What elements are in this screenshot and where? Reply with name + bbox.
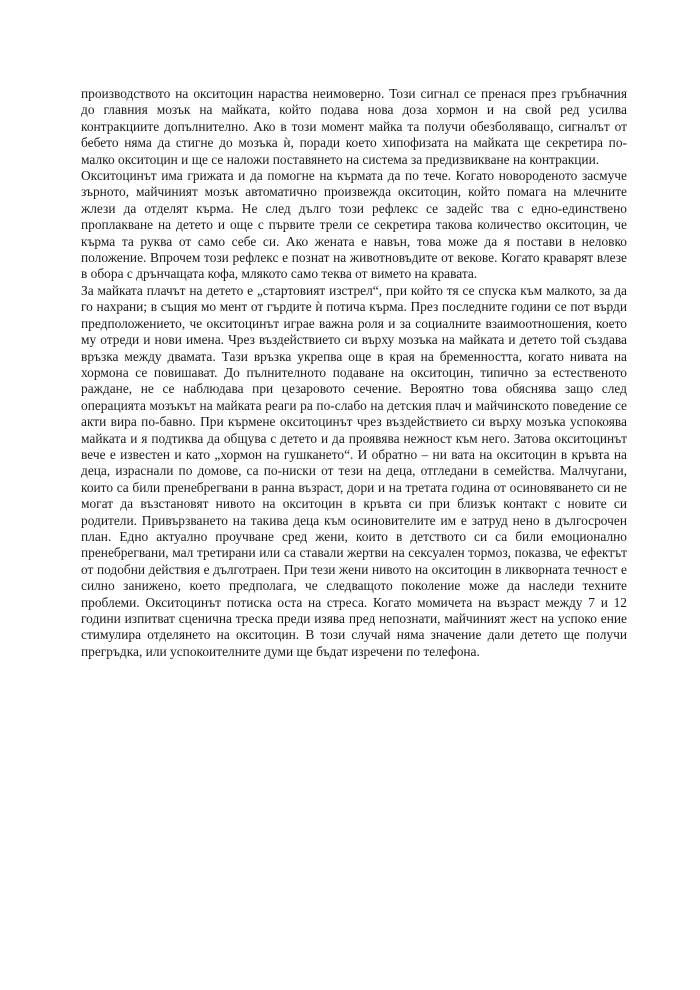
paragraph-1: производството на окситоцин нараства неимоверно. Този сигнал се пренася през гръбначния до главния мозък на майката, който подава нова доза хормон и на свой ред усилва контракциите допълнително. Ако в този момент майка та получи обезболяващо, сигналът от бебето няма да стигне до мозъка ѝ, поради което хипофизата на майката ще секретира по-малко окситоцин и ще се наложи поставянето на система за предизвикване на контракции.: [81, 86, 627, 167]
body-text: [81, 86, 627, 660]
paragraph-2: Окситоцинът има грижата и да помогне на кърмата да по тече. Когато новороденото засмуче зърното, майчиният мозък автоматично произвежда окситоцин, който помага на млечните жлези да отделят кърма. Не след дълго този рефлекс се задейс тва с едно-единствено проплакване на детето и още с първите трели се секретира такова количество окситоцин, че кърма та руква от само себе си. Ако жената е навън, това може да я постави в неловко положение. Впрочем този рефлекс е познат на животновъдите от векове. Когато краварят влезе в обора с дрънчащата кофа, млякото само теква от вимето на кравата.: [81, 168, 627, 282]
paragraph-3: За майката плачът на детето е „стартовият изстрел“, при който тя се спуска към малкото, за да го нахрани; в същия мо мент от гърдите ѝ потича кърма. През последните години се пот върди предположението, че окситоцинът играе важна роля и за социалните взаимоотношения, което му отреди и нови имена. Чрез въздействието си върху мозъка на майката и детето той създава връзка между двамата. Тази връзка укрепва още в края на бременността, когато нивата на хормона се повишават. До пълнителното подаване на окситоцин, типично за естественото раждане, не се наблюдава при цезаровото сечение. Вероятно това обяснява защо след операцията мозъкът на майката реаги ра по-слабо на детския плач и майчинското поведение се акти вира по-бавно. При кърмене окситоцинът чрез въздействието си върху мозъка успокоява майката и я подтиква да общува с детето и да проявява нежност към него. Затова окситоцинът вече е известен и като „хормон на гушкането“. И обратно – ни вата на окситоцин в кръвта на деца, израснали по домове, са по-ниски от тези на деца, отгледани в семейства. Малчугани, които са били пренебрегвани в ранна възраст, дори и на третата година от осиновяването си не могат да възстановят нивото на окситоцин в кръвта си при близък контакт с новите си родители. Привързването на такива деца към осиновителите им е затруд нено в дългосрочен план. Едно актуално проучване сред жени, които в детството си са били емоционално пренебрегвани, мал третирани или са ставали жертви на сексуален тормоз, показва, че ефектът от подобни действия е дълготраен. При тези жени нивото на окситоцин в ликворната течност е силно занижено, което предполага, че следващото поколение може да наследи техните проблеми. Окситоцинът потиска оста на стреса. Когато момичета на възраст между 7 и 12 години изпитват сценична треска преди изява пред непознати, майчиният жест на успоко ение стимулира отделянето на окситоцин. В този случай няма значение дали детето ще получи прегръдка, или успокоителните думи ще бъдат изречени по телефона.: [81, 282, 627, 659]
